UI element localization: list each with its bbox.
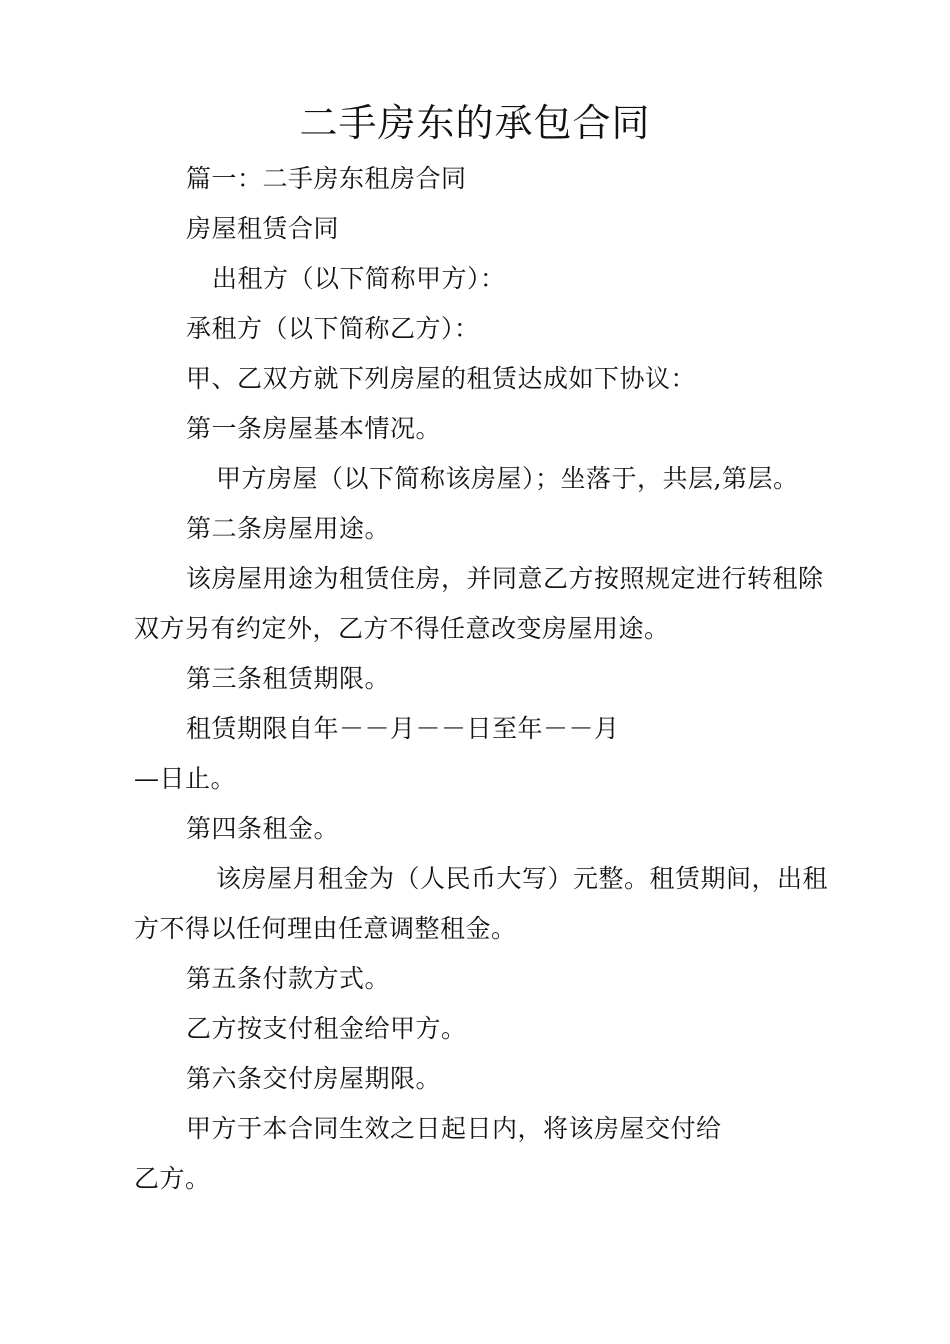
article-2-text-line-1: 该房屋用途为租赁住房，并同意乙方按照规定进行转租除 [186,564,824,593]
article-4-text-line-2: 方不得以任何理由任意调整租金。 [134,914,517,943]
article-3-text-line-1: 租赁期限自年－－月－－日至年－－月 [186,714,620,743]
document-title: 二手房东的承包合同 [299,101,651,145]
agreement-intro: 甲、乙双方就下列房屋的租赁达成如下协议： [186,364,697,393]
article-4-heading: 第四条租金。 [186,814,340,843]
article-6-text-line-2: 乙方。 [134,1164,211,1193]
article-1-text: 甲方房屋（以下简称该房屋）；坐落于，共层,第层。 [216,464,799,493]
article-3-text-line-2: —日止。 [134,764,237,793]
article-5-heading: 第五条付款方式。 [186,964,391,993]
article-1-heading: 第一条房屋基本情况。 [186,414,442,443]
article-4-text-line-1: 该房屋月租金为（人民币大写）元整。租赁期间，出租 [216,864,829,893]
article-5-text: 乙方按支付租金给甲方。 [186,1014,467,1043]
article-2-heading: 第二条房屋用途。 [186,514,391,543]
contract-name: 房屋租赁合同 [186,214,340,243]
article-6-text-line-1: 甲方于本合同生效之日起日内，将该房屋交付给 [186,1114,722,1143]
article-3-heading: 第三条租赁期限。 [186,664,391,693]
article-6-heading: 第六条交付房屋期限。 [186,1064,442,1093]
section-heading-1: 篇一：二手房东租房合同 [186,164,467,193]
lessee-line: 承租方（以下简称乙方）： [186,314,480,343]
article-2-text-line-2: 双方另有约定外，乙方不得任意改变房屋用途。 [134,614,670,643]
lessor-line: 出租方（以下简称甲方）： [212,264,506,293]
